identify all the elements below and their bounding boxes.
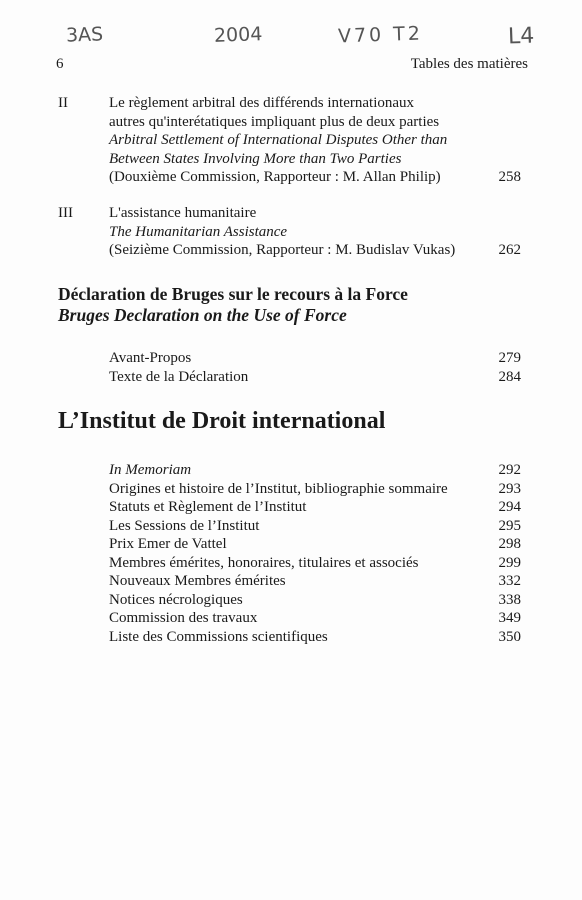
institut-toc bbox=[109, 461, 521, 646]
handwritten-note: 3AS bbox=[65, 23, 104, 47]
page-ref: 258 bbox=[498, 169, 521, 185]
page-ref: 293 bbox=[498, 480, 521, 497]
toc-entry bbox=[58, 94, 521, 187]
page-ref: 338 bbox=[498, 591, 521, 608]
page-ref: 349 bbox=[498, 610, 521, 626]
toc-item: Avant-Propos 279 bbox=[109, 350, 521, 366]
entry-line: autres qu'interétatiques impliquant plus de deux parties bbox=[109, 113, 440, 130]
page-ref: 284 bbox=[498, 368, 521, 385]
handwritten-note: V70 T2 bbox=[337, 22, 424, 48]
entry-line: L'assistance humanitaire bbox=[109, 205, 257, 221]
page-ref: 295 bbox=[498, 517, 521, 534]
page-ref: 332 bbox=[498, 573, 521, 589]
toc-entry bbox=[58, 204, 521, 260]
toc-item: Les Sessions de l’Institut 295 bbox=[109, 517, 521, 534]
toc-item: Prix Emer de Vattel 298 bbox=[109, 536, 521, 552]
toc-item: In Memoriam 292 bbox=[109, 462, 521, 478]
section-heading-bruges bbox=[58, 284, 408, 326]
page-ref: 292 bbox=[498, 462, 521, 478]
handwritten-note: L4 bbox=[507, 23, 535, 50]
toc-item: Statuts et Règlement de l’Institut 294 bbox=[109, 499, 521, 515]
entry-line: Arbitral Settlement of International Disputes Other than bbox=[109, 132, 448, 148]
handwritten-note: 2004 bbox=[213, 23, 263, 47]
handwritten-annotations bbox=[0, 18, 582, 54]
toc-item: Texte de la Déclaration 284 bbox=[109, 368, 521, 385]
page-ref: 299 bbox=[498, 554, 521, 571]
page-ref: 298 bbox=[498, 536, 521, 552]
page-ref: 350 bbox=[498, 628, 521, 645]
entry-line: (Seizième Commission, Rapporteur : M. Budislav Vukas) 262 bbox=[109, 242, 521, 258]
page-ref: 262 bbox=[498, 242, 521, 258]
page-ref: 279 bbox=[498, 350, 521, 366]
entry-number: III bbox=[58, 205, 73, 221]
section-heading-institut: L’Institut de Droit international bbox=[58, 408, 386, 434]
entry-line: (Douxième Commission, Rapporteur : M. Allan Philip) 258 bbox=[109, 169, 521, 185]
heading-fr: Déclaration de Bruges sur le recours à la Force bbox=[58, 284, 408, 304]
toc-item: Membres émérites, honoraires, titulaires et associés 299 bbox=[109, 554, 521, 571]
toc-item: Notices nécrologiques 338 bbox=[109, 591, 521, 608]
page-ref: 294 bbox=[498, 499, 521, 515]
bruges-toc bbox=[109, 349, 521, 386]
entry-number: II bbox=[58, 95, 68, 111]
entry-line: The Humanitarian Assistance bbox=[109, 223, 288, 240]
page-number: 6 bbox=[56, 56, 64, 72]
toc-item: Liste des Commissions scientifiques 350 bbox=[109, 628, 521, 645]
entry-line: Le règlement arbitral des différends internationaux bbox=[109, 95, 415, 111]
toc-item: Nouveaux Membres émérites 332 bbox=[109, 573, 521, 589]
toc-item: Origines et histoire de l’Institut, bibliographie sommaire 293 bbox=[109, 480, 521, 497]
running-title: Tables des matières bbox=[410, 56, 528, 72]
toc-item: Commission des travaux 349 bbox=[109, 610, 521, 626]
heading-en: Bruges Declaration on the Use of Force bbox=[58, 305, 347, 325]
running-head bbox=[56, 56, 528, 73]
entry-line: Between States Involving More than Two Parties bbox=[109, 150, 402, 167]
